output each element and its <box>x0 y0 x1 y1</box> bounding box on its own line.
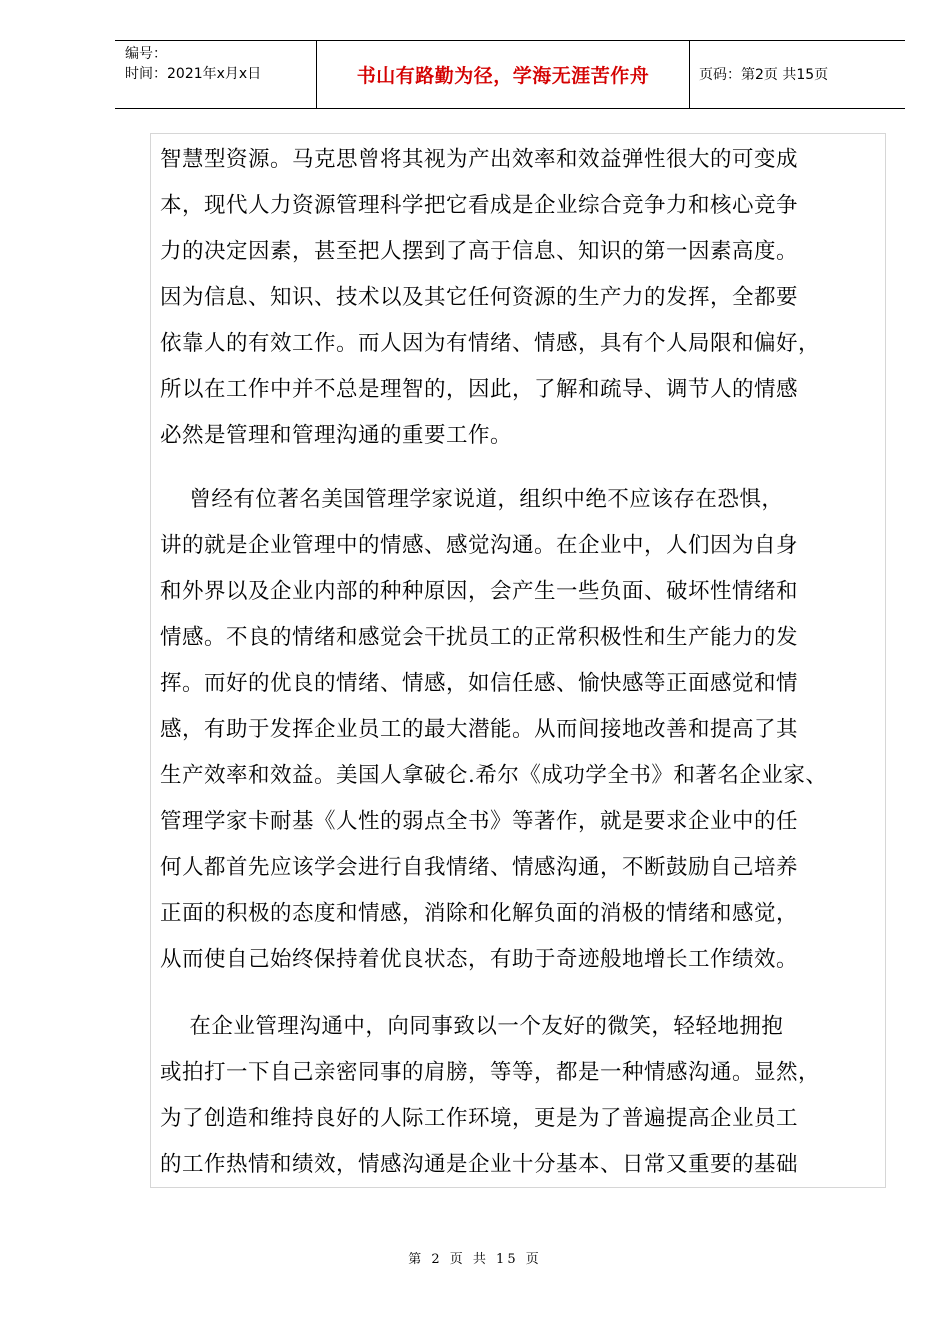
header-page-info: 页码：第2页 共15页 <box>699 67 829 83</box>
text-line: 所以在工作中并不总是理智的，因此，了解和疏导、调节人的情感 <box>160 377 799 402</box>
text-line: 必然是管理和管理沟通的重要工作。 <box>160 423 513 448</box>
text-line: 曾经有位著名美国管理学家说道，组织中绝不应该存在恐惧， <box>160 487 784 512</box>
text-line: 正面的积极的态度和情感，消除和化解负面的消极的情绪和感觉， <box>160 901 799 926</box>
page-header <box>115 40 905 109</box>
text-line: 依靠人的有效工作。而人因为有情绪、情感，具有个人局限和偏好， <box>160 331 821 356</box>
text-line: 力的决定因素，甚至把人摆到了高于信息、知识的第一因素高度。 <box>160 239 799 264</box>
document-number-label: 编号： <box>125 46 167 62</box>
text-line: 和外界以及企业内部的种种原因，会产生一些负面、破坏性情绪和 <box>160 579 799 604</box>
text-line: 因为信息、知识、技术以及其它任何资源的生产力的发挥，全都要 <box>160 285 799 310</box>
text-line: 在企业管理沟通中，向同事致以一个友好的微笑，轻轻地拥抱 <box>160 1014 784 1039</box>
page-footer: 第 2 页 共 15 页 <box>408 1252 542 1267</box>
text-line: 智慧型资源。马克思曾将其视为产出效率和效益弹性很大的可变成 <box>160 147 799 172</box>
paragraph-2 <box>160 477 890 983</box>
header-motto: 书山有路勤为径，学海无涯苦作舟 <box>316 41 690 108</box>
text-line: 挥。而好的优良的情绪、情感，如信任感、愉快感等正面感觉和情 <box>160 671 799 696</box>
document-date: 时间：2021年x月x日 <box>125 66 262 82</box>
text-line: 何人都首先应该学会进行自我情绪、情感沟通，不断鼓励自己培养 <box>160 855 799 880</box>
paragraph-3 <box>160 1004 890 1188</box>
paragraph-1 <box>160 137 890 459</box>
text-line: 讲的就是企业管理中的情感、感觉沟通。在企业中，人们因为自身 <box>160 533 799 558</box>
text-line: 生产效率和效益。美国人拿破仑.希尔《成功学全书》和著名企业家、 <box>160 763 828 788</box>
text-line: 的工作热情和绩效，情感沟通是企业十分基本、日常又重要的基础 <box>160 1152 799 1177</box>
text-line: 本，现代人力资源管理科学把它看成是企业综合竞争力和核心竞争 <box>160 193 799 218</box>
text-line: 情感。不良的情绪和感觉会干扰员工的正常积极性和生产能力的发 <box>160 625 799 650</box>
text-line: 感，有助于发挥企业员工的最大潜能。从而间接地改善和提高了其 <box>160 717 799 742</box>
text-line: 为了创造和维持良好的人际工作环境，更是为了普遍提高企业员工 <box>160 1106 799 1131</box>
header-meta <box>125 44 315 84</box>
text-line: 从而使自己始终保持着优良状态，有助于奇迹般地增长工作绩效。 <box>160 947 799 972</box>
text-line: 或拍打一下自己亲密同事的肩膀，等等，都是一种情感沟通。显然， <box>160 1060 821 1085</box>
text-line: 管理学家卡耐基《人性的弱点全书》等著作，就是要求企业中的任 <box>160 809 799 834</box>
